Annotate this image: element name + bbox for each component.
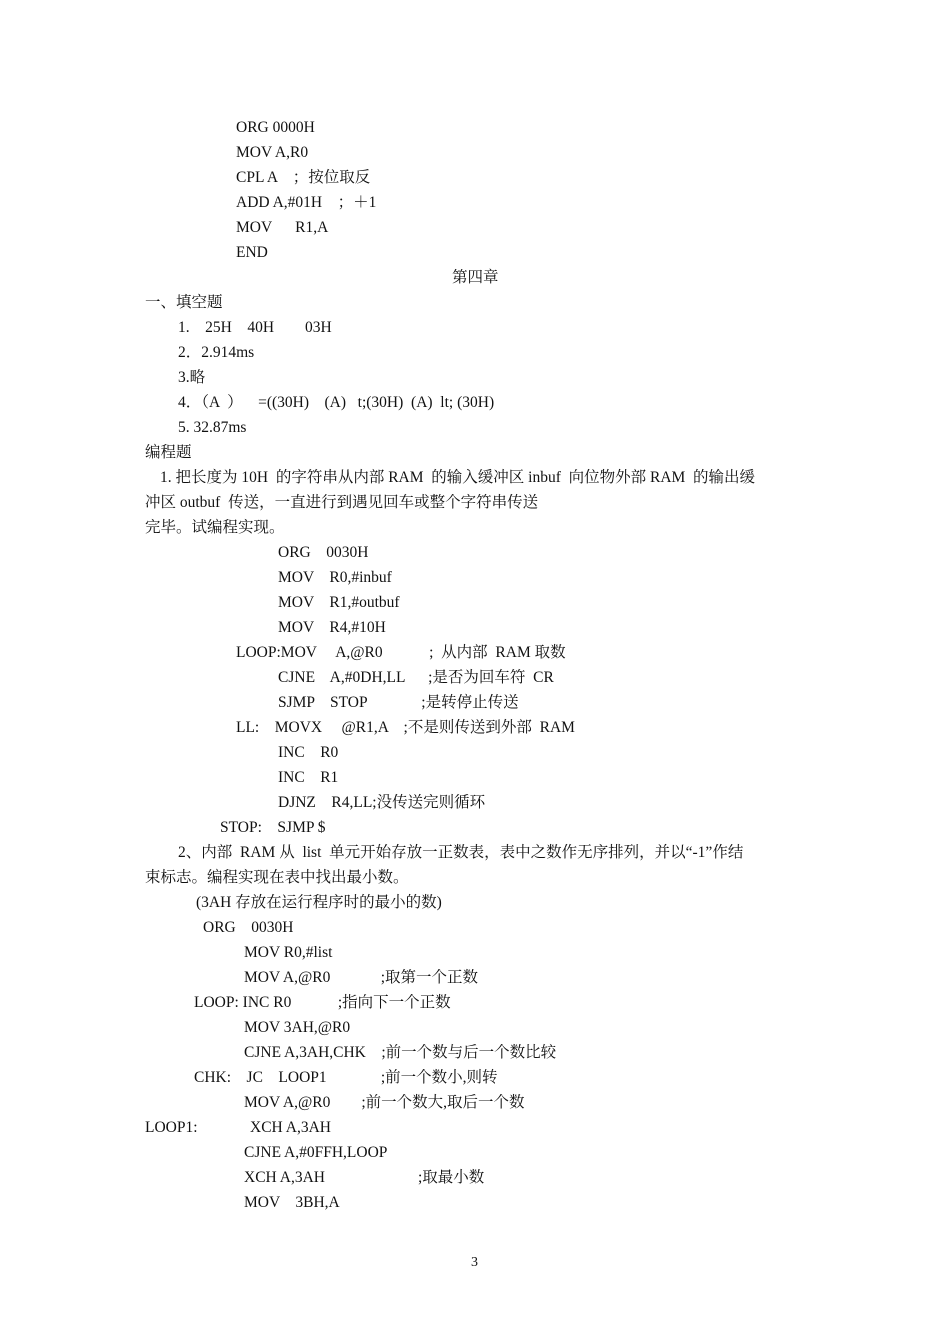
problem-text: 完毕。试编程实现。 xyxy=(145,519,285,536)
problem-text: 冲区 outbuf 传送，一直进行到遇见回车或整个字符串传送 xyxy=(145,494,539,511)
code-line: END xyxy=(236,244,268,261)
problem-text: 束标志。编程实现在表中找出最小数。 xyxy=(145,869,409,886)
code-line: STOP: SJMP $ xyxy=(220,819,326,836)
chapter-title: 第四章 xyxy=(452,269,499,286)
code-line: MOV A,@R0 ;取第一个正数 xyxy=(244,969,479,986)
code-line: XCH A,3AH xyxy=(250,1119,331,1136)
code-line: XCH A,3AH ;取最小数 xyxy=(244,1169,485,1186)
code-line: INC R1 xyxy=(278,769,339,786)
answer-line: 4．（A ） =((30H) (A) t;(30H) (A) lt; (30H) xyxy=(178,394,495,411)
page-number: 3 xyxy=(471,1255,478,1270)
answer-line: 1. 25H 40H 03H xyxy=(178,319,332,336)
code-line: LOOP:MOV A,@R0 ; 从内部 RAM 取数 xyxy=(236,644,566,661)
code-line: MOV R0,#list xyxy=(244,944,333,961)
code-line: ADD A,#01H ；＋1 xyxy=(236,194,377,211)
answer-line: 5. 32.87ms xyxy=(178,419,247,436)
code-line: ORG 0030H xyxy=(203,919,294,936)
code-line: CPL A ；按位取反 xyxy=(236,169,371,186)
code-line: MOV R1,A xyxy=(236,219,329,236)
code-line: CHK: JC LOOP1 ;前一个数小,则转 xyxy=(194,1069,498,1086)
code-line: INC R0 xyxy=(278,744,339,761)
problem-text: 1. 把长度为 10H 的字符串从内部 RAM 的输入缓冲区 inbuf 向位物外部 RAM 的输出缓 xyxy=(160,469,756,486)
code-line: MOV 3BH,A xyxy=(244,1194,340,1211)
code-label: LOOP1: xyxy=(145,1119,198,1136)
answer-line: 3.略 xyxy=(178,369,206,386)
code-line: CJNE A,3AH,CHK ;前一个数与后一个数比较 xyxy=(244,1044,557,1061)
code-line: ORG 0030H xyxy=(278,544,369,561)
code-line: MOV A,R0 xyxy=(236,144,309,161)
code-line: MOV R0,#inbuf xyxy=(278,569,392,586)
section-heading: 编程题 xyxy=(145,444,192,461)
problem-text: 2、内部 RAM 从 list 单元开始存放一正数表，表中之数作无序排列，并以“-1”作结 xyxy=(178,844,744,861)
code-line: DJNZ R4,LL;没传送完则循环 xyxy=(278,794,486,811)
code-line: MOV R4,#10H xyxy=(278,619,386,636)
answer-line: 2．2.914ms xyxy=(178,344,255,361)
code-line: LL: MOVX @R1,A ;不是则传送到外部 RAM xyxy=(236,719,575,736)
code-line: CJNE A,#0DH,LL ;是否为回车符 CR xyxy=(278,669,554,686)
code-line: MOV R1,#outbuf xyxy=(278,594,400,611)
section-heading: 一、填空题 xyxy=(145,294,223,311)
code-line: MOV 3AH,@R0 xyxy=(244,1019,351,1036)
code-line: SJMP STOP ;是转停止传送 xyxy=(278,694,519,711)
code-line: LOOP: INC R0 ;指向下一个正数 xyxy=(194,994,451,1011)
code-line: MOV A,@R0 ;前一个数大,取后一个数 xyxy=(244,1094,525,1111)
code-line: CJNE A,#0FFH,LOOP xyxy=(244,1144,388,1161)
code-line: ORG 0000H xyxy=(236,119,315,136)
problem-text: (3AH 存放在运行程序时的最小的数) xyxy=(196,894,442,911)
